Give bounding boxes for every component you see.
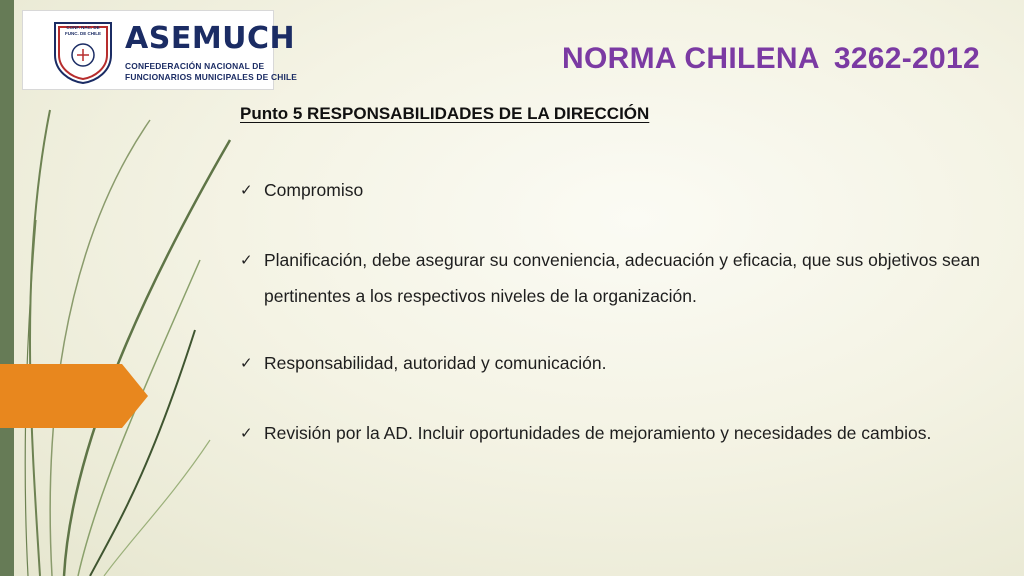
checkmark-icon: ✓ <box>240 251 253 269</box>
title-main: NORMA CHILENA <box>562 42 820 75</box>
logo-name: ASEMUCH <box>125 21 296 56</box>
section-subtitle: Punto 5 RESPONSABILIDADES DE LA DIRECCIÓN <box>240 104 650 123</box>
title-number: 3262-2012 <box>833 42 980 75</box>
bullet-text: Responsabilidad, autoridad y comunicación. <box>264 353 607 373</box>
bullet-item <box>240 345 984 381</box>
checkmark-icon: ✓ <box>240 424 253 442</box>
emblem-top-text: CONF. NAC. DE <box>66 25 100 30</box>
bullet-item <box>240 242 984 314</box>
orange-tab <box>0 364 148 428</box>
bullet-item <box>240 172 984 208</box>
emblem-bottom-text: FUNC. DE CHILE <box>65 31 101 36</box>
checkmark-icon: ✓ <box>240 181 253 199</box>
asemuch-logo <box>22 10 298 90</box>
slide-title <box>562 42 980 76</box>
checkmark-icon: ✓ <box>240 354 253 372</box>
bullet-text: Planificación, debe asegurar su conveniencia, adecuación y eficacia, que sus objetivos sean pertinentes a los respectivos niveles de la organización. <box>264 250 981 306</box>
logo-line-2: FUNCIONARIOS MUNICIPALES DE CHILE <box>125 72 298 82</box>
logo-line-1: CONFEDERACIÓN NACIONAL DE <box>125 61 265 71</box>
bullet-text: Revisión por la AD. Incluir oportunidades de mejoramiento y necesidades de cambios. <box>264 423 932 443</box>
bullet-text: Compromiso <box>264 180 364 200</box>
bullet-item <box>240 415 984 451</box>
